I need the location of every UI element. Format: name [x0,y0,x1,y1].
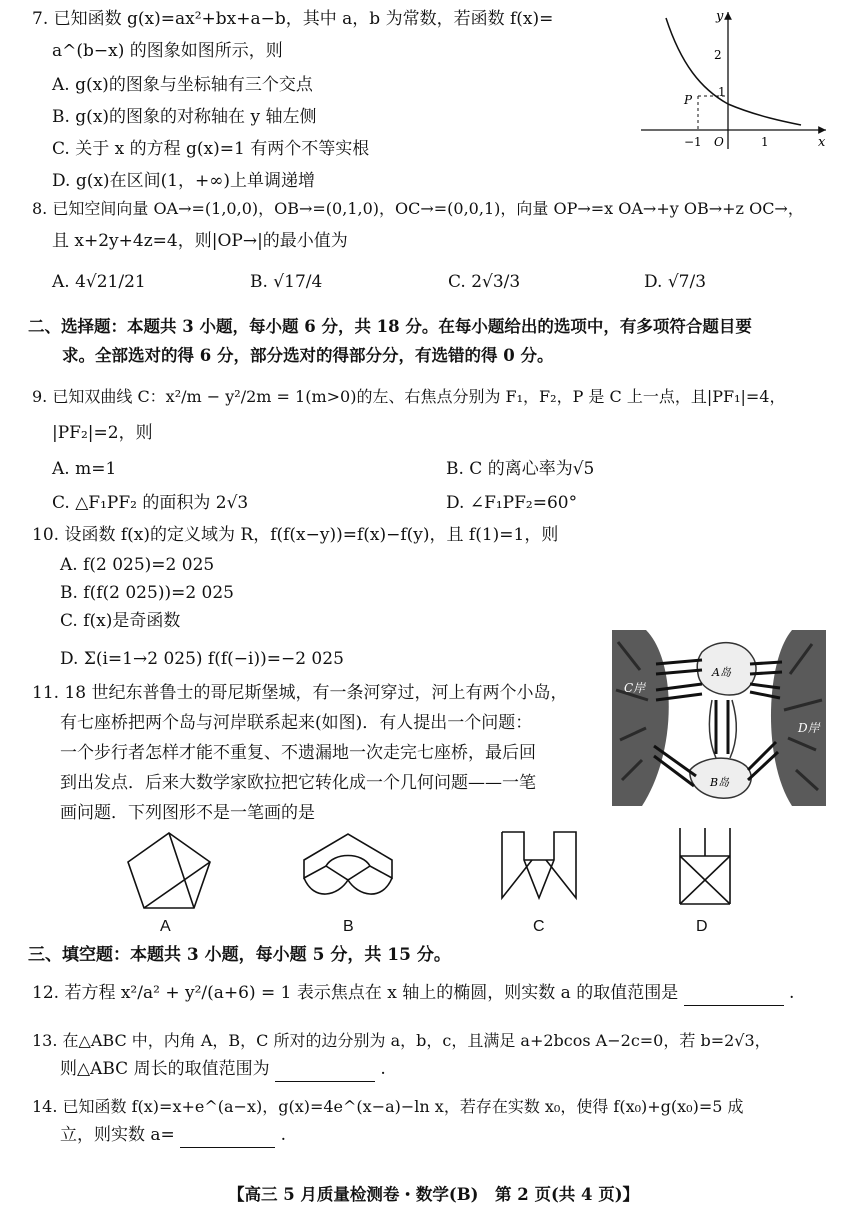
figure-d-label: D [696,918,708,935]
q7-function-graph [636,4,836,154]
q10-option-d: D. Σ(i=1→2 025) f(f(−i))=−2 025 [60,649,344,669]
q9-option-c: C. △F₁PF₂ 的面积为 2√3 [52,493,249,513]
map-island-b-label: B岛 [710,776,730,789]
q14-line1: 14. 已知函数 f(x)=x+e^(a−x)，g(x)=4e^(x−a)−ln x，若存在实数 x₀，使得 f(x₀)+g(x₀)=5 成 [32,1097,744,1116]
q14-answer-blank[interactable] [180,1129,275,1148]
q8-option-a: A. 4√21/21 [52,272,146,292]
konigsberg-map [612,630,826,806]
q9-stem-line1: 9. 已知双曲线 C：x²/m − y²/2m = 1(m>0)的左、右焦点分别为 F₁，F₂，P 是 C 上一点，且|PF₁|=4， [32,387,786,406]
q9-stem-line2: |PF₂|=2，则 [52,423,153,443]
page-footer: 【高三 5 月质量检测卷・数学(B) 第 2 页(共 4 页)】 [227,1185,640,1204]
graph-tick-x1: 1 [761,135,769,149]
q11-line5: 画问题．下列图形不是一笔画的是 [60,803,315,823]
q10-option-c: C. f(x)是奇函数 [60,611,181,631]
figure-a-label: A [160,918,171,935]
q11-line4: 到出发点．后来大数学家欧拉把它转化成一个几何问题——一笔 [60,773,536,793]
q10-stem: 10. 设函数 f(x)的定义域为 R，f(f(x−y))=f(x)−f(y)，且 f(1)=1，则 [32,525,559,545]
q8-stem-line2: 且 x+2y+4z=4，则|OP→|的最小值为 [52,231,348,251]
graph-y-label: y [716,9,724,24]
q14-line2 [60,1122,286,1148]
q13-answer-blank[interactable] [275,1063,375,1082]
figure-b-label: B [343,918,354,935]
q11-line2: 有七座桥把两个岛与河岸联系起来(如图)．有人提出一个问题： [60,713,533,733]
map-d-bank-label: D岸 [798,721,820,735]
q12-text: 12. 若方程 x²/a² + y²/(a+6) = 1 表示焦点在 x 轴上的椭圆，则实数 a 的取值范围是 [32,983,679,1003]
figure-c-zigzag [496,830,582,902]
graph-x-label: x [818,135,826,150]
q8-stem-line1: 8. 已知空间向量 OA→=(1,0,0)，OB→=(0,1,0)，OC→=(0,0,1)，向量 OP→=x OA→+y OB→+z OC→， [32,199,804,218]
q13-text: 则△ABC 周长的取值范围为 [60,1059,270,1079]
graph-tick-y2: 2 [714,48,722,62]
q12-line [32,980,794,1006]
q13-line1: 13. 在△ABC 中，内角 A，B，C 所对的边分别为 a，b，c，且满足 a+2bcos A−2c=0，若 b=2√3， [32,1031,771,1050]
section2-heading-line2: 求。全部选对的得 6 分，部分选对的得部分分，有选错的得 0 分。 [62,346,554,365]
q10-option-b: B. f(f(2 025))=2 025 [60,583,234,603]
q7-option-c: C. 关于 x 的方程 g(x)=1 有两个不等实根 [52,139,370,159]
q7-stem-line1: 7. 已知函数 g(x)=ax²+bx+a−b，其中 a，b 为常数，若函数 f(x)= [32,9,554,29]
q9-option-a: A. m=1 [52,459,117,479]
map-island-a-label: A岛 [712,666,731,679]
q9-option-b: B. C 的离心率为√5 [446,459,595,479]
q11-line3: 一个步行者怎样才能不重复、不遗漏地一次走完七座桥，最后回 [60,743,536,763]
map-c-bank-label: C岸 [624,681,646,695]
exp-curve [666,18,801,125]
q12-answer-blank[interactable] [684,987,784,1006]
q7-stem-line2: a^(b−x) 的图象如图所示，则 [52,41,283,61]
graph-tick-y1: 1 [718,85,726,99]
q9-option-d: D. ∠F₁PF₂=60° [446,493,578,513]
figure-a-pentagon [124,830,214,912]
q13-line2 [60,1056,386,1082]
graph-point-label: P [684,93,693,107]
graph-tick-xm1: −1 [684,135,702,149]
figure-d-box-x [672,826,738,906]
graph-origin-label: O [714,135,724,149]
section3-heading: 三、填空题：本题共 3 小题，每小题 5 分，共 15 分。 [28,945,451,965]
q8-option-d: D. √7/3 [644,272,707,292]
section2-heading-line1: 二、选择题：本题共 3 小题，每小题 6 分，共 18 分。在每小题给出的选项中，有多项符合题目要 [28,317,752,336]
q12-end: . [789,983,795,1003]
q13-end: . [380,1059,386,1079]
q7-option-a: A. g(x)的图象与坐标轴有三个交点 [52,75,313,95]
q11-line1: 11. 18 世纪东普鲁士的哥尼斯堡城，有一条河穿过，河上有两个小岛， [32,683,568,703]
q7-option-d: D. g(x)在区间(1，+∞)上单调递增 [52,171,316,191]
q10-option-a: A. f(2 025)=2 025 [60,555,215,575]
q14-text: 立，则实数 a= [60,1125,175,1145]
figure-b-arches [300,830,396,902]
figure-c-label: C [533,918,545,935]
q8-option-c: C. 2√3/3 [448,272,521,292]
q8-option-b: B. √17/4 [250,272,323,292]
q7-option-b: B. g(x)的图象的对称轴在 y 轴左侧 [52,107,317,127]
q14-end: . [280,1125,287,1145]
